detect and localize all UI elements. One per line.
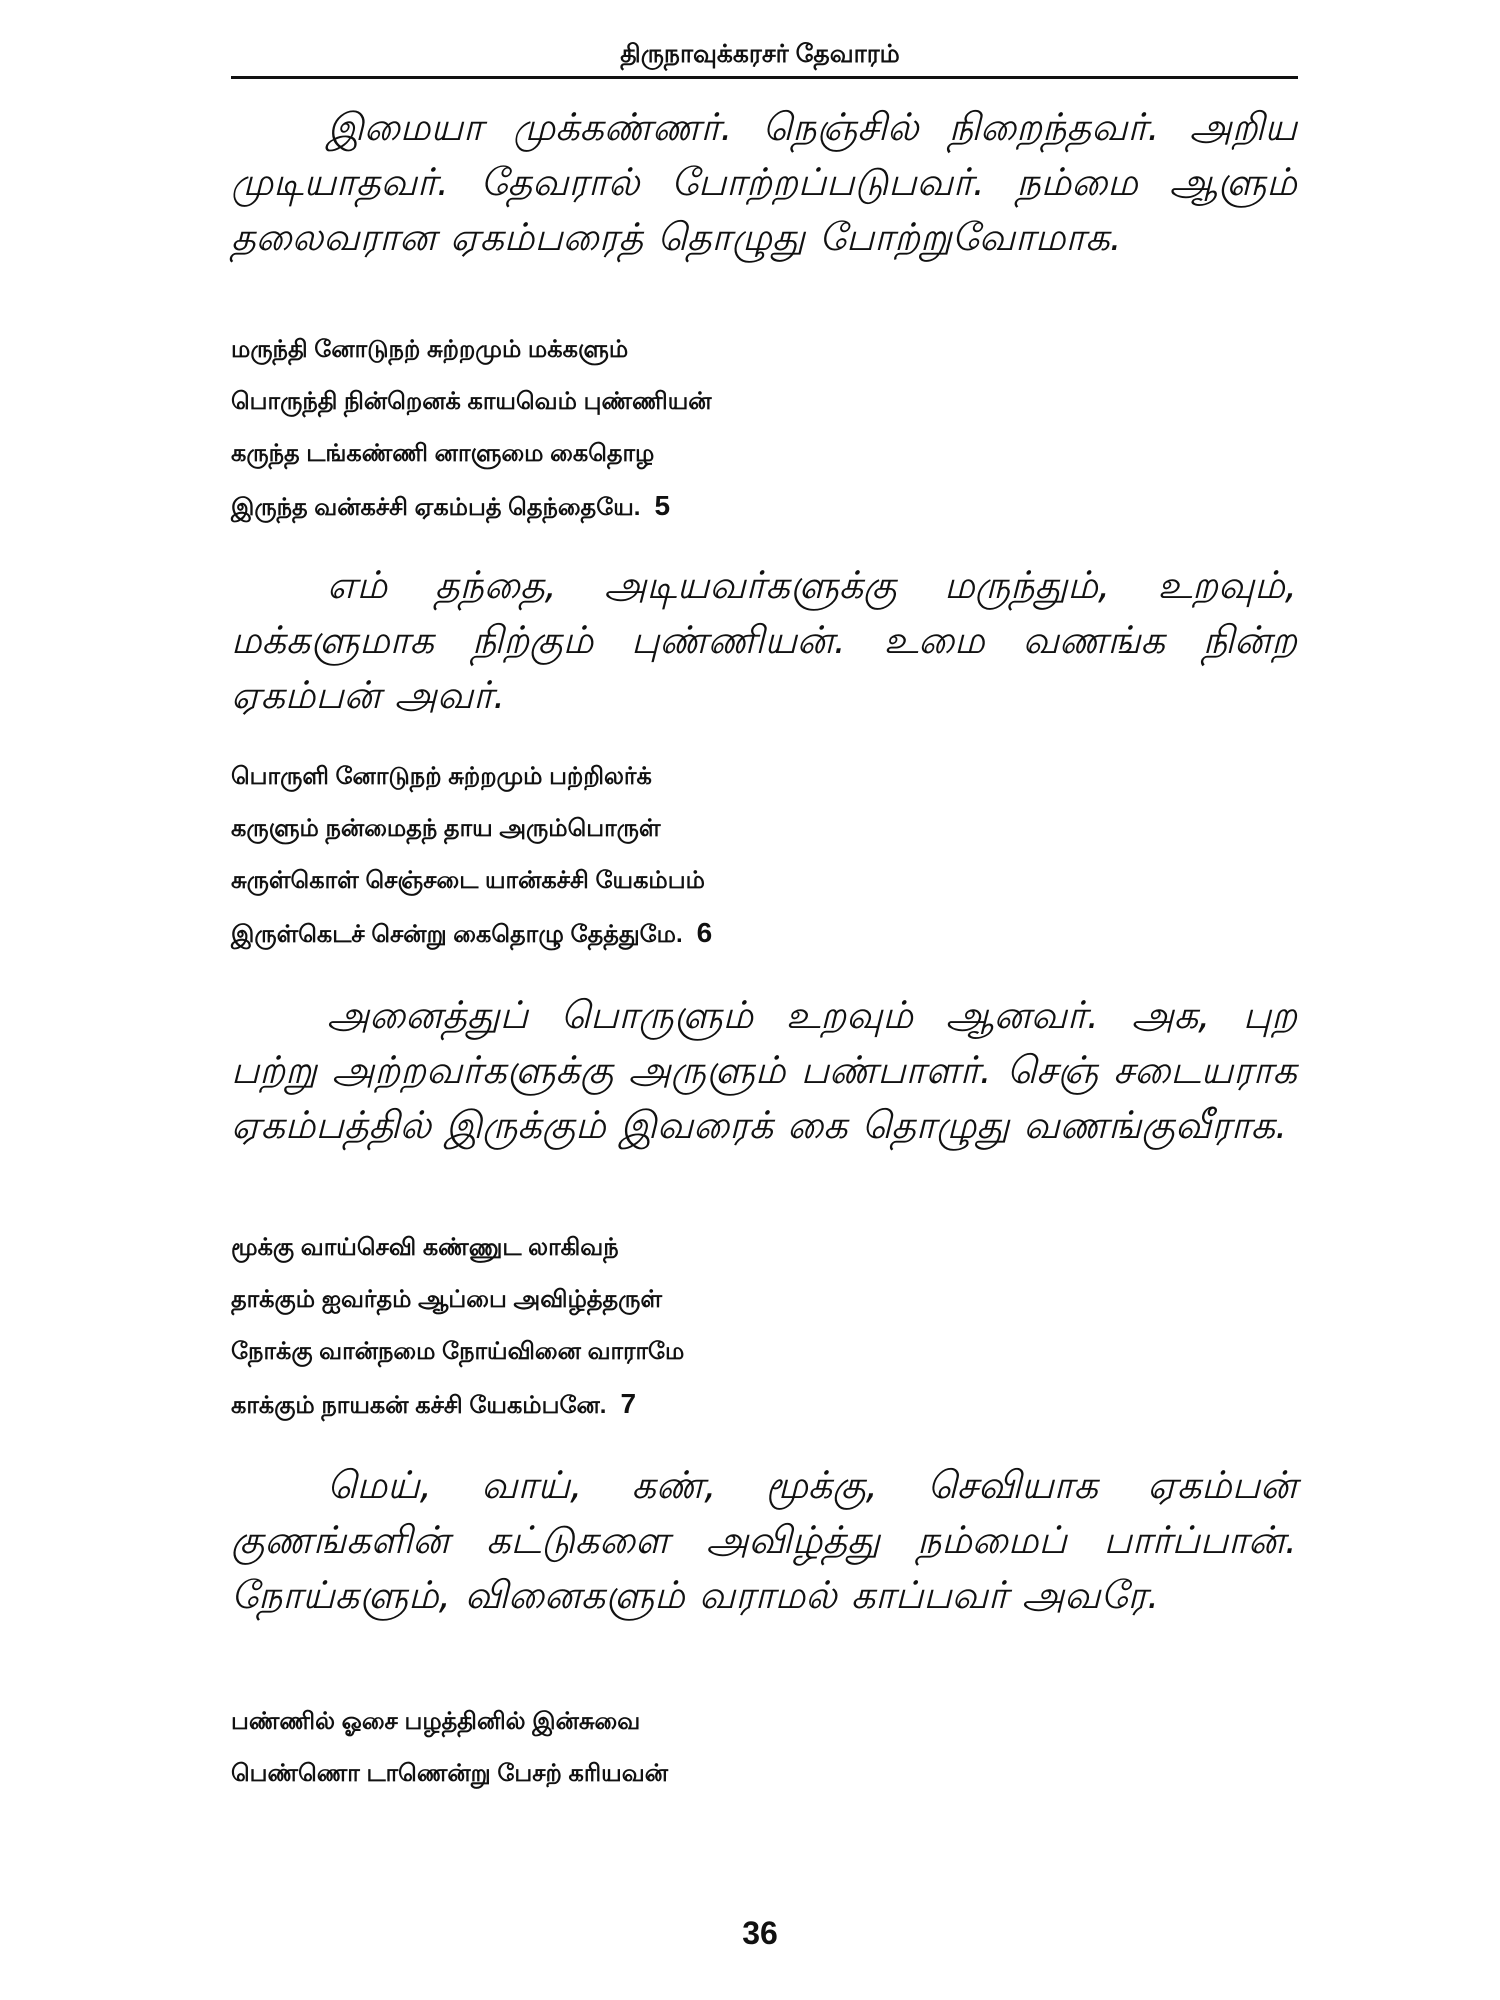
- verse-line: பண்ணில் ஓசை பழத்தினில் இன்சுவை: [231, 1708, 641, 1735]
- verse-line-last: [231, 907, 1131, 961]
- verse-number: 5: [654, 490, 671, 521]
- verse-line-last: [231, 480, 1131, 534]
- prose-paragraph-2: எம் தந்தை, அடியவர்களுக்கு மருந்தும், உறவும், மக்களுமாக நிற்கும் புண்ணியன். உமை வணங்க நின்ற ஏகம்பன் அவர்.: [231, 563, 1297, 717]
- verse-number: 6: [696, 917, 713, 948]
- verse-6: [231, 751, 1131, 961]
- verse-line: பெண்ணொ டாணென்று பேசற் கரியவன்: [231, 1760, 669, 1787]
- verse-line: பொருளி னோடுநற் சுற்றமும் பற்றிலர்க்: [231, 763, 652, 790]
- verse-5: [231, 324, 1131, 534]
- verse-line: மூக்கு வாய்செவி கண்ணுட லாகிவந்: [231, 1234, 619, 1261]
- verse-line: தாக்கும் ஐவர்தம் ஆப்பை அவிழ்த்தருள்: [231, 1286, 662, 1313]
- verse-line: சுருள்கொள் செஞ்சடை யான்கச்சி யேகம்பம்: [231, 867, 705, 894]
- verse-number: 7: [620, 1388, 637, 1419]
- verse-line-text: இருந்த வன்கச்சி ஏகம்பத் தெந்தையே.: [231, 494, 641, 521]
- running-head: திருநாவுக்கரசர் தேவாரம்: [620, 40, 900, 68]
- verse-line: பொருந்தி நின்றெனக் காயவெம் புண்ணியன்: [231, 388, 712, 415]
- verse-line-text: காக்கும் நாயகன் கச்சி யேகம்பனே.: [231, 1392, 607, 1419]
- header-rule: [231, 76, 1298, 79]
- verse-line: கருந்த டங்கண்ணி னாளுமை கைதொழ: [231, 440, 655, 467]
- prose-paragraph-4: மெய், வாய், கண், மூக்கு, செவியாக ஏகம்பன் குணங்களின் கட்டுகளை அவிழ்த்து நம்மைப் பார்ப்பான். நோய்களும், வினைகளும் வராமல் காப்பவர் அவரே.: [231, 1463, 1297, 1617]
- verse-8: [231, 1696, 1131, 1800]
- prose-paragraph-1: இமையா முக்கண்ணர். நெஞ்சில் நிறைந்தவர். அறிய முடியாதவர். தேவரால் போற்றப்படுபவர். நம்மை ஆளும் தலைவரான ஏகம்பரைத் தொழுது போற்றுவோமாக.: [231, 105, 1297, 259]
- page-number: 36: [742, 1915, 778, 1951]
- verse-line: மருந்தி னோடுநற் சுற்றமும் மக்களும்: [231, 336, 629, 363]
- verse-line-last: [231, 1378, 1131, 1432]
- verse-line: கருளும் நன்மைதந் தாய அரும்பொருள்: [231, 815, 661, 842]
- verse-line-text: இருள்கெடச் சென்று கைதொழு தேத்துமே.: [231, 921, 683, 948]
- prose-paragraph-3: அனைத்துப் பொருளும் உறவும் ஆனவர். அக, புற பற்று அற்றவர்களுக்கு அருளும் பண்பாளர். செஞ் சடையராக ஏகம்பத்தில் இருக்கும் இவரைக் கை தொழுது வணங்குவீராக.: [231, 993, 1297, 1147]
- verse-line: நோக்கு வான்நமை நோய்வினை வாராமே: [231, 1338, 685, 1365]
- verse-7: [231, 1222, 1131, 1432]
- book-page: [225, 0, 1315, 2000]
